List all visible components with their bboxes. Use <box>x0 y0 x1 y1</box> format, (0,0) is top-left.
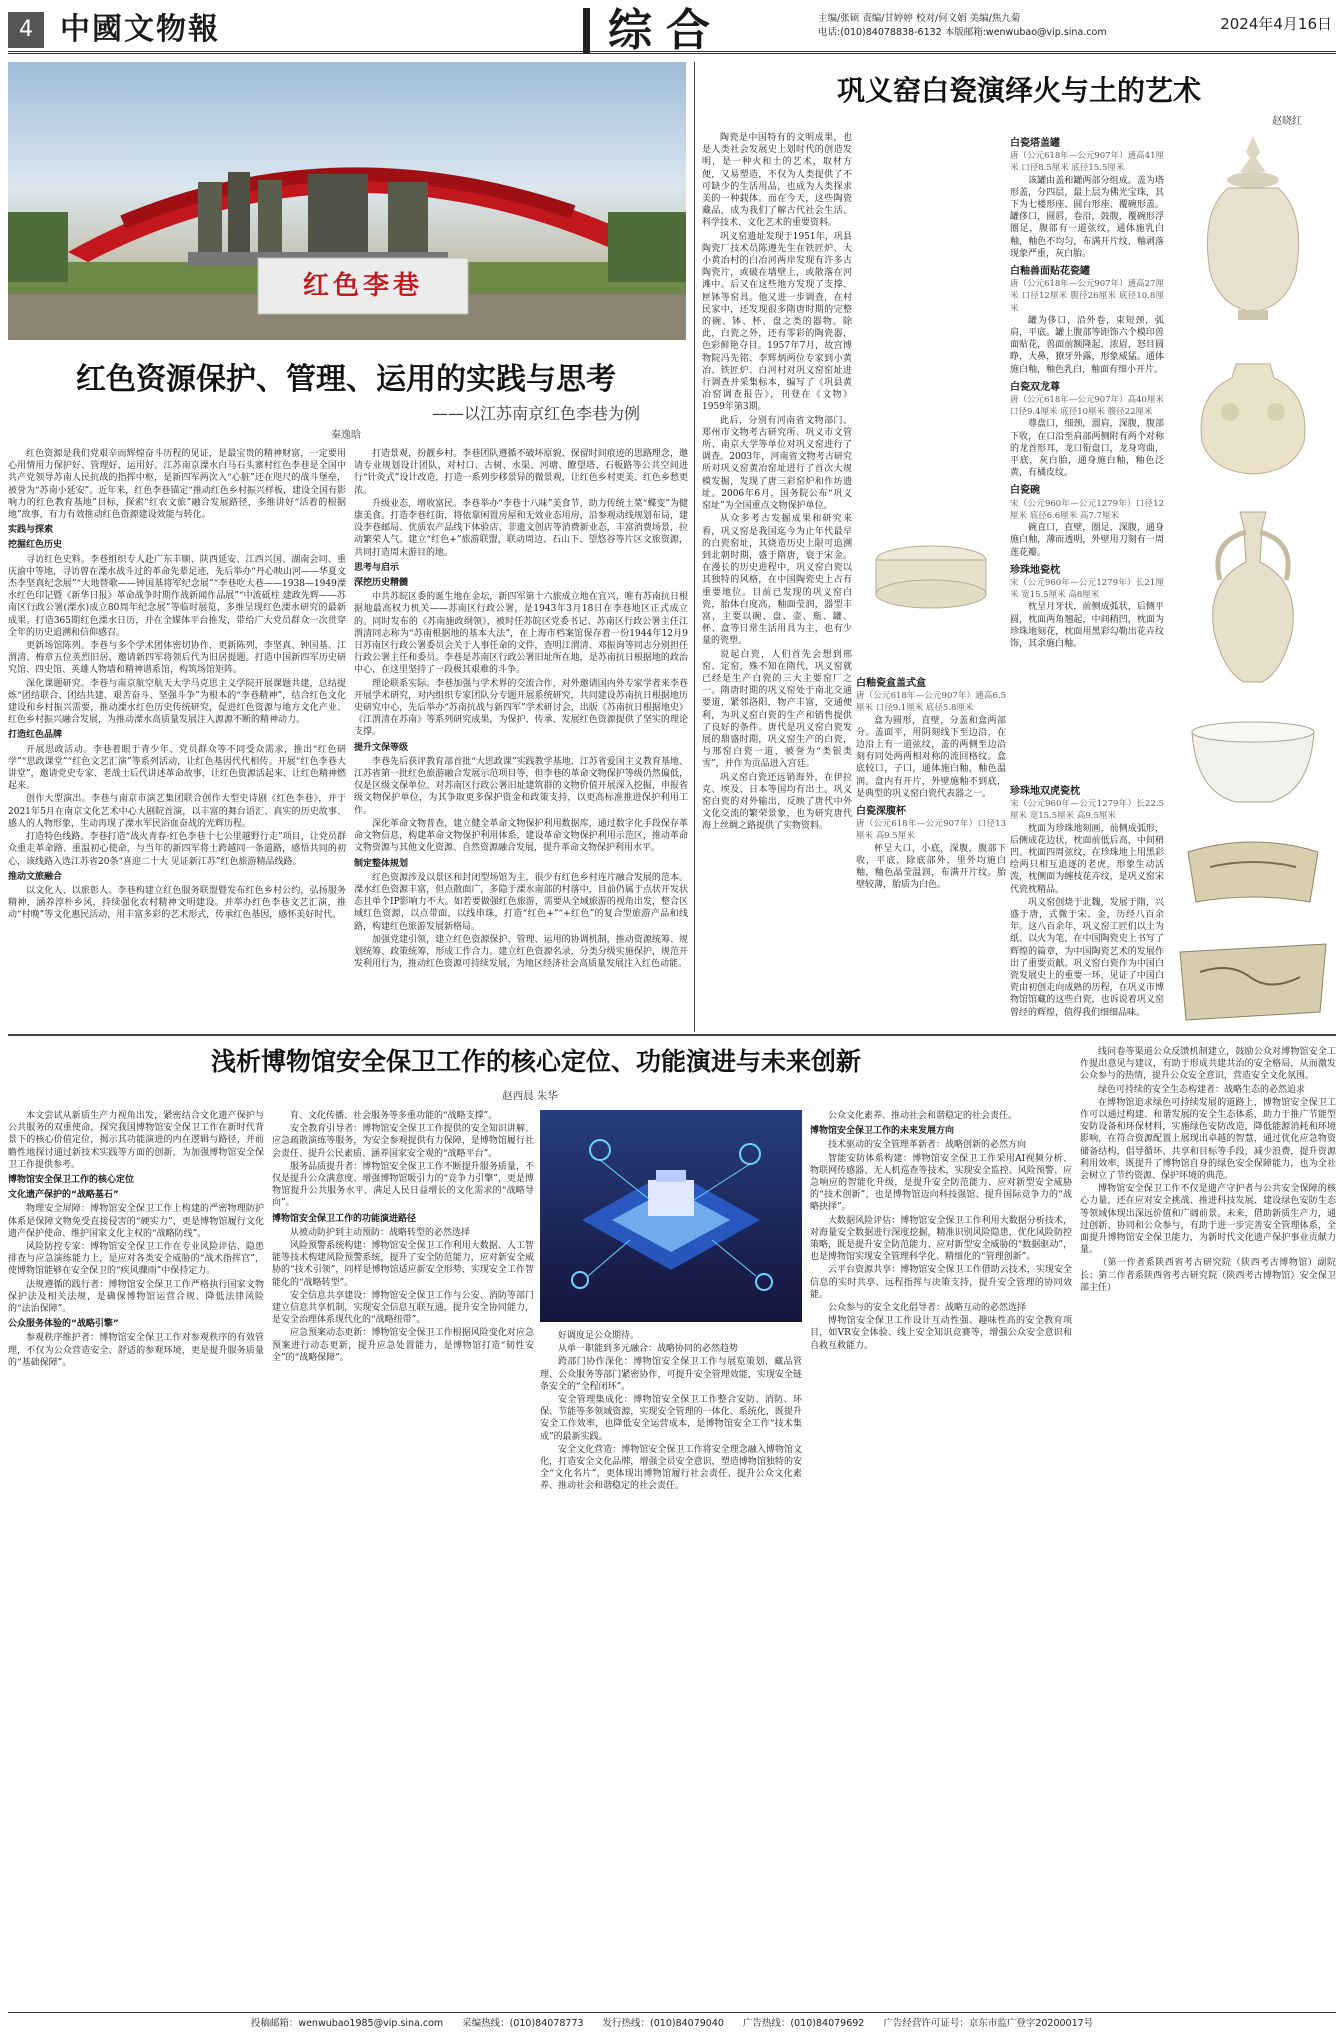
paragraph: 跨部门协作深化：博物馆安全保卫工作与展览策划、藏品管理、公众服务等部门紧密协作，可提升安全管理效能，实现安全链条安全的“全程闭环”。 <box>540 1357 802 1392</box>
paragraph: 陶瓷是中国特有的文明成果，也是人类社会发展史上划时代的创造发明，是一种火和土的艺术，取材方便，又易塑造，不仅为人类提供了不可缺少的生活用品，也成为人类探求美的一种载体。而在今天，这些陶瓷藏品，成为我们了解古代社会生活、科学技术、文化艺术的重要资料。 <box>702 133 852 229</box>
paragraph: 博物馆安全保卫工作设计互动性强、趣味性高的安全教育项目，如VR安全体验、线上安全知识竞赛等，增强公众安全意识和自救互救能力。 <box>810 1316 1072 1351</box>
article3-column-4 <box>810 1110 1072 2006</box>
artifact-meta: 唐（公元618年—公元907年）通高6.5厘米 口径9.1厘米 底径5.8厘米 <box>856 691 1006 714</box>
ceramics-gallery <box>1170 132 1336 1032</box>
paragraph: 大数据风险评估：博物馆安全保卫工作利用大数据分析技术，对海量安全数据进行深度挖掘，精准识别风险隐患，优化风险防控策略，既是提升安全防范能力、应对新型安全威胁的“数据驱动”，也是博物馆实现安全管理科学化、精细化的“管理创新”。 <box>810 1215 1072 1263</box>
paragraph: 此后，分别有河南省文物部门、郑州市文物考古研究所、巩义市文管所、南京大学等单位对巩义窑进行了调查。2003年，河南省文物考古研究所对巩义窑黄冶窑址进行了首次大规模发掘，发现了唐三彩窑炉和作坊遗址。2006年6月，国务院公布“巩义窑址”为全国重点文物保护单位。 <box>702 415 852 512</box>
paragraph: 红色资源是我们党艰辛而辉煌奋斗历程的见证，是最宝贵的精神财富，一定要用心用情用力保护好、管理好、运用好。江苏南京溧水白马石头寨村红色李巷是全国中共产党领导苏南人民抗战的指挥中枢，是新四军两次入“心脏”还在咫尺的战斗堡垒，被誉为“苏南小延安”。近年来，红色李巷锚定“推动红色乡村振兴样板，建设全国有影响力的红色教育基地”目标，探索“红农文旅”融合发展路径，多维讲好“活着的根据地”故事，有力有效推动红色资源建设效能与转化。 <box>8 449 346 521</box>
artifact-meta: 唐（公元618年—公元907年）口径13厘米 高9.5厘米 <box>856 819 1006 842</box>
article1-column-1 <box>8 448 346 1028</box>
paragraph: 法规遵循的践行者：博物馆安全保卫工作严格执行国家文物保护法及相关法规，是确保博物馆运营合规、降低法律风险的“法治保障”。 <box>8 1279 264 1315</box>
section-divider-horizontal <box>8 1034 1336 1036</box>
paragraph: 以文化人、以旅彰人。李巷构建立红色服务联盟暨发布红色乡村公约，弘扬服务精神，涵养淳朴乡风，持续强化农村精神文明建设。并举办红色李巷文艺汇演，推动“村晚”等文化惠民活动，用丰富多彩的艺术形式，传承红色基因，感怀美好时代。 <box>8 885 346 921</box>
paragraph: 育、文化传播、社会服务等多重功能的“战略支撑”。 <box>290 1111 498 1121</box>
paragraph: 加强党建引领，建立红色资源保护、管理、运用的协调机制，推动资源统筹、规划统筹、政策统筹，形成工作合力。建立红色资源名录，分类分级实施保护，规范开发利用行为，推动红色资源可持续发展，为地区经济社会高质量发展注入红色动能。 <box>354 934 688 970</box>
artifact-description: 枕面为珍珠地刻画，前侧成弧形，后侧成花边状，枕面前低后高，中间稍凹。枕面四周弦纹，在珍珠地上用黑彩绘两只相互追逐的老虎，形象生动活泼，枕侧面为缠枝花卉纹，是巩义窑宋代瓷枕精品。 <box>1010 823 1164 895</box>
article1-title: 红色资源保护、管理、运用的实践与思考 <box>76 362 616 397</box>
paragraph: 公众参与的安全文化倡导者：战略互动的必然选择 <box>828 1303 1027 1314</box>
newspaper-name: 中國文物報 <box>60 12 220 47</box>
paragraph: 从被动防护到主动预防：战略转型的必然选择 <box>290 1227 471 1238</box>
lidded-box-image <box>876 546 986 608</box>
article3-title: 浅析博物馆安全保卫工作的核心定位、功能演进与未来创新 <box>210 1047 861 1076</box>
paragraph: 从众多考古发掘成果和研究来看，巩义窑是我国迄今为止年代最早的白瓷窑址，其烧造历史上限可追溯到北朝时期，盛于隋唐，衰于宋金。在漫长的历史进程中，巩义窑白瓷以其独特的风格，在中国陶瓷史上占有重要地位。目前已发现的巩义窑白瓷，胎体白度高，釉面莹润，器型丰富，主要以碗、盘、壶、瓶、罐、杯、盒等日常生活用具为主，也有少量的瓷塑。 <box>702 514 852 647</box>
article2-column-1 <box>702 132 852 1028</box>
contact-line: 电话:(010)84078838-6132 本版邮箱:wenwubao@vip.sina.com <box>818 27 1107 38</box>
section-title: 综合 <box>608 5 724 56</box>
artifact-meta: 宋（公元960年—公元1279年）口径12厘米 底径6.6厘米 高7.7厘米 <box>1010 498 1164 521</box>
article2-column-4 <box>1010 780 1164 1028</box>
paragraph: 李巷先后获评教育部首批“大思政课”实践教学基地、江苏省爱国主义教育基地、江苏省第一批红色旅游融合发展示范项目等，但李巷的革命文物保护等级仍然偏低，仅是区级文保单位。对苏南区行政公署旧址建筑群的文物价值开展深入挖掘，申报省级文物保护单位，为其争取更多保护资金和政策支持，以更高标准推进保护利用工作。 <box>354 756 688 816</box>
paragraph: 安全教育引导者：博物馆安全保卫工作提供的安全知识讲解、应急疏散演练等服务，为安全参观提供有力保障，是博物馆履行社会责任、提升公民素质、涵养国家安全观的“战略平台”。 <box>272 1124 534 1159</box>
artifact-name: 白瓷深腹杯 <box>856 806 906 818</box>
article2-column-3 <box>856 672 1006 1028</box>
article1-subtitle: ——以江苏南京红色李巷为例 <box>431 404 640 423</box>
article2-author: 赵晓红 <box>1272 116 1302 127</box>
paragraph: 打造特色线路。李巷打造“战火青春·红色李巷十七公里越野行走”项目，让党员群众重走革命路、重温初心使命，与当年的新四军将士跨越同一条道路，感悟共同的初心，该线路入选江苏省20条“喜迎二十大 见证新江苏”红色旅游精品线路。 <box>8 832 346 867</box>
artifact-name: 白釉瓷盒盖式盒 <box>856 678 926 689</box>
paragraph: 升级业态，增收富民。李巷举办“李巷十八味”美食节，助力传统土菜“蝶变”为健康美食。打造李巷红街，将依靠闲置房屋和无效业态用房，沿参观动线规划布局，建设李巷邮局、优质农产品线下体验店、非遗文创店等消费新业态，丰富消费场景，拉动繁荣人气。建立“红色+”旅游联盟，联动周边、石山下、望悠谷等片区文旅资源，共同打造周末游目的地。 <box>354 498 688 558</box>
page-number: 4 <box>8 12 44 48</box>
paragraph: 深化课题研究。李巷与南京航空航天大学马克思主义学院开展课题共建，总结提炼“团结联合、团结共建、艰苦奋斗、坚强斗争”为根本的“李巷精神”，结合红色文化建设和乡村振兴需要，推动溧水红色历史传统研究，促进红色资源与地方文化产业、红色乡村振兴融合发展，为推动溧水高质量发展注入源源不断的精神动力。 <box>8 678 346 726</box>
paragraph: 公众文化素养、推动社会和谐稳定的社会责任。 <box>828 1111 1018 1121</box>
mask-applique-jar-image <box>1201 364 1305 474</box>
artifact-name: 白瓷碗 <box>1010 485 1040 497</box>
section-heading: 博物馆安全保卫工作的核心定位 <box>8 1175 135 1186</box>
paragraph: 巩义窑白瓷还远销海外，在伊拉克、埃及、日本等国均有出土。巩义窑白瓷的对外输出，反映了唐代中外文化交流的繁荣景象，也为研究唐代海上丝绸之路提供了实物资料。 <box>702 772 852 832</box>
paragraph: 本文尝试从新质生产力视角出发，紧密结合文化遗产保护与公共服务的双重使命，探究我国博物馆安全保卫工作在新时代背景下的核心价值定位，揭示其功能演进的内在逻辑与路径，并前瞻性地探讨通过新技术实践等方面的创新，为加强博物馆安全保卫工作提供参考。 <box>8 1111 264 1170</box>
paragraph: 更新场馆陈列。李巷与多个学术团体密切协作，更新陈列，李坚真、钟国基、江渭清、梅章五位英烈旧居、邀请新四军将领后代为旧居提题。打造中国新四军历史研究馆、四史馆、英雄人物墙和精神谱系馆，构筑场馆矩阵。 <box>8 641 346 676</box>
security-system-illustration <box>540 1110 802 1322</box>
paragraph: 寻访红色史料。李巷组织专人赴广东丰顺、陕西延安、江西兴国、湖南会同、重庆渝中等地，寻访曾在溧水战斗过的革命先辈足迹，先后举办“丹心映山河——华夏文杰李坚真纪念展”“大地替歌——钟国基将军纪念展”“李巷吃大巷——1938—1949溧水红色印记暨《新华日报》革命战争时期作战新闻作品展”“中流砥柱 建政先辉——苏南区行政公署(溧水)成立80周年纪念展”等临时展览，多维呈现红色溧水研究的最新成果。打造365期红色溧水日历，并在全媒体平台推发，带给广大党员群众一次贯穿全年的历史追溯和信仰感召。 <box>8 554 346 638</box>
paragraph: 创作大型演出。李巷与南京市演艺集团联合创作大型史诗剧《红色李巷》，并于2021年5月在南京文化艺术中心大剧院首演，以丰富的舞台语汇、真实的历史故事、感人的人物形象，生动再现了溧水军民浴血奋战的光辉历程。 <box>8 794 346 829</box>
artifact-description: 盒为圆形，直壁，分盖和盒两部分。盖面平，用阴刻线下至边沿，在边沿上有一道弦纹，盖的两侧至边沿刻有同处两两相对称的流回格纹。盒底较口，子口，通体施白釉，釉色温润。盒内有开片，外壁施釉不到底，是典型的巩义窑白瓷代表器之一。 <box>856 715 1006 799</box>
paragraph: 巩义窑创烧于北魏，发展于隋，兴盛于唐，式微于宋、金，历经八百余年。这八百余年，巩义窑工匠们以土为纸、以火为笔，在中国陶瓷史上书写了辉煌的篇章，为中国陶瓷艺术的发展作出了重要贡献。巩义窑白瓷作为中国白瓷发展史上的重要一环，见证了中国白瓷由初创走向成熟的历程，在巩义市博物馆馆藏的这些白瓷，也诉说着巩义窑曾经的辉煌，值得我们细细品味。 <box>1010 897 1164 1018</box>
paragraph: 巩义窑遗址发现于1951年，巩县陶瓷厂技术员陈遵先生在铁匠炉、大小黄冶村的白冶河两岸发现有许多古陶瓷片，或破在墙壁上，或散落在河滩中。后又在这些地方发现了支撑、匣钵等窑具。他又进一步调查，在村民家中，还发现很多隋唐时期的完整的碗、钵、杯、盘之类的器物。除此，白瓷之外，还有零彩的陶瓷器，色彩鲜艳夺目。1957年7月，故宫博物院冯先铭、李辉炳两位专家到小黄冶、铁匠炉、白河村对巩义窑窑址进行调查并采集标本，编写了《巩县黄冶窑调查报告》，刊登在《文物》1959年第3期。 <box>702 231 852 413</box>
paragraph: 安全信息共享建设：博物馆安全保卫工作与公安、消防等部门建立信息共享机制，实现安全信息互联互通，提升安全协同能力，是安全治理体系现代化的“战略纽带”。 <box>272 1290 534 1326</box>
editor-line: 主编/张硕 责编/甘婷婷 校对/何文娟 美编/焦九菊 <box>818 13 1021 24</box>
red-lixiang-photo <box>8 62 686 340</box>
artifact-meta: 唐（公元618年—公元907年）高40厘米 口径9.4厘米 底径10厘米 腹径22厘米 <box>1010 395 1164 418</box>
paragraph: 好调度足公众期待。 <box>558 1331 640 1341</box>
deep-cup-image-area <box>856 880 1006 920</box>
section-heading: 博物馆安全保卫工作的功能演进路径 <box>272 1213 417 1224</box>
pagoda-lid-jar-image <box>1207 136 1298 320</box>
section-heading: 思考与启示 <box>354 562 400 573</box>
column-divider <box>694 62 695 1032</box>
article3-column-5 <box>1080 1046 1336 2006</box>
paragraph: 云平台资源共享：博物馆安全保卫工作借助云技术，实现安全信息的实时共享、远程指挥与决策支持，提升安全管理的协同效能。 <box>810 1265 1072 1300</box>
article3-column-3 <box>540 1330 802 2006</box>
section-heading: 文化遗产保护的“战略基石” <box>8 1190 119 1201</box>
artifact-name: 珍珠地瓷枕 <box>1010 564 1060 576</box>
paragraph: 参观秩序维护者：博物馆安全保卫工作对参观秩序的有效管理，不仅为公众营造安全、舒适的参观环境，更是提升服务质量的“基础保障”。 <box>8 1333 264 1368</box>
twin-tiger-pillow-image <box>1180 944 1326 1020</box>
paragraph: 红色资源涉及以景区和封闭型场馆为主，很少有红色乡村连片融合发展的范本。溧水红色资源丰富，但点散面广，多隐于溧水南部的村落中，目前仍属于点状开发状态且单个IP影响力不大。如若要做强红色旅游，需要从全域旅游的视角出发，整合区域红色资源，以点带面，以线串珠，打造“红色+”“+红色”的复合型旅游产品和线路，构建红色旅游发展新格局。 <box>354 872 688 932</box>
paragraph: 中共苏皖区委的诞生地在金坛，新四军第十六旅成立地在宜兴，唯有苏南抗日根据地最高权力机关——苏南区行政公署，是1943年3月18日在李巷地区正式成立的。同时发布的《苏南施政纲领》，被时任苏皖区党委书记、苏南区行政公署主任江渭清同志称为“苏南根据地的基本大法”，在上海市档案馆保存着一份1944年12月9日苏南区行政公署委员会关于人事任命的文件，查明江渭清、邓振询等同志分别担任行政公署主任和委员。李巷是苏南区行政公署旧址所在地，是苏南抗日根据地的政治中心，在这里坚持了一段极其艰难的斗争。 <box>354 592 688 676</box>
footer: 投稿邮箱：wenwubao1985@vip.sina.com 采编热线：(010)84078773 发行热线：(010)84079040 广告热线：(010)84079692 广告经营许可证号：京东市监广登字20200017号 <box>8 2012 1336 2034</box>
pearl-ground-pillow-image <box>1188 842 1318 902</box>
paragraph: 深化革命文物普查，建立健全革命文物保护利用数据库，通过数字化手段保存革命文物信息，构建革命文物保护利用体系，建设革命文物保护利用示范区，推动革命文物资源与其他文化资源、自然资源融合发展，提升革命文物保护利用水平。 <box>354 818 688 854</box>
paragraph: 风险预警系统构建：博物馆安全保卫工作利用大数据、人工智能等技术构建风险预警系统，提升了安全防范能力，应对新安全威胁的“技术引领”，同样是博物馆适应新安全形势、实现安全工作智能化的“战略转型”。 <box>272 1241 534 1288</box>
section-heading: 打造红色品牌 <box>8 730 63 741</box>
artifact-meta: 宋（公元960年—公元1279年）长21厘米 宽15.5厘米 高8厘米 <box>1010 577 1164 601</box>
editor-credits <box>818 12 1107 40</box>
artifact-meta: 唐（公元618年—公元907年）通高27厘米 口径12厘米 腹径26厘米 底径10.8厘米 <box>1010 279 1164 314</box>
artifact-description: 罐为侈口，沿外卷，束短颈，弧肩，平底。罐上腹部等距饰六个模印兽面贴花，兽面前额隆起，浓眉，怒目圆睁，大鼻，獠牙外露，形象威猛。通体施白釉，釉色乳白，釉面有细小开片。 <box>1010 315 1164 375</box>
paragraph: 开展思政活动。李巷着眼于青少年、党员群众等不同受众需求，推出“红色研学”“思政课堂”“红色文艺汇演”等系列活动，让红色基因代代相传。开展“红色李巷大讲堂”，邀请党史专家、老战士后代讲述革命故事，让红色资源活起来、让红色精神燃起来。 <box>8 744 346 792</box>
article1-column-2 <box>354 448 688 1028</box>
lidded-box-and-cup-images <box>856 520 1006 670</box>
article3-authors: 赵西晨 朱华 <box>502 1090 558 1102</box>
paragraph: （第一作者系陕西省考古研究院（陕西考古博物馆）副院长；第二作者系陕西省考古研究院（陕西考古博物馆）安全保卫部主任） <box>1080 1258 1336 1293</box>
article1-author: 秦逸晗 <box>331 430 361 441</box>
paragraph: 理论联系实际。李巷加强与学术界的交流合作，对外邀请国内外专家学者来李巷开展学术研究，对内组织专家团队分专题开展系统研究，共同建设苏南抗日根据地历史研究中心，先后举办“苏南抗战与新四军”学术研讨会，出版《苏南抗日根据地史》《江渭清在苏南》等系列研究成果，为保护、传承、发展红色资源提供了坚实的理论支撑。 <box>354 678 688 738</box>
artifact-name: 白瓷双龙尊 <box>1010 381 1060 393</box>
artifact-name: 珍珠地双虎瓷枕 <box>1010 786 1080 797</box>
article3-column-2 <box>272 1110 534 2006</box>
article2-title: 巩义窑白瓷演绎火与土的艺术 <box>836 74 1201 107</box>
paragraph: 博物馆安全保卫工作不仅是遗产守护者与公共安全保障的核心力量，还在应对安全挑战、推进科技发展、建设绿色安防生态等领域体现出深远价值和广阔前景。未来，借助新质生产力，通过创新、协同和公众参与，有助于进一步完善安全管理体系，全面提升博物馆安全保卫能力，为新时代文化遗产保护事业贡献力量。 <box>1080 1184 1336 1256</box>
paragraph: 物理安全屏障：博物馆安全保卫工作上构建的严密物理防护体系是保障文物免受直接侵害的“硬实力”，更是博物馆履行文化遗产保护使命、维护国家文化主权的“战略防线”。 <box>8 1204 264 1239</box>
section-heading: 实践与探索 <box>8 525 54 536</box>
paragraph: 技术驱动的安全管理革新者：战略创新的必然方向 <box>828 1140 1027 1151</box>
section-heading: 深挖历史精髓 <box>354 578 409 589</box>
artifact-name: 白釉兽面贴花瓷罐 <box>1010 266 1090 278</box>
section-heading: 公众服务体验的“战略引擎” <box>8 1319 119 1330</box>
paragraph: 在博物馆追求绿色可持续发展的道路上，博物馆安全保卫工作可以通过构建、和谐发展的安全生态体系，助力于推广节能型安防设备和环保材料，实施绿色安防改造，降低能源消耗和环境影响，在符合资源配置上展现出卓越的智慧，通过优化应急物资储备结构，倡导循环、共享和目标等手段，减少浪费，提升资源利用效率，既提升了博物馆自身的绿色安全保障能力，也为全社会树立了节约资源、保护环境的典范。 <box>1080 1097 1336 1182</box>
masthead <box>8 5 1336 56</box>
paragraph: 打造景观，扮靓乡村。李巷团队遵循不破坏原貌、保留时间痕迹的思路理念，邀请专业规划设计团队，对村口、古树、水渠、河塘、瞭望塔、石板路等公共空间进行“针灸式”设计改造，打造一系列步移景异的微景观，让红色乡村更美、红色乡愁更浓。 <box>354 449 688 496</box>
paragraph: 智能安防体系构建：博物馆安全保卫工作采用AI视频分析、物联网传感器、无人机巡查等技术，实现安全监控、风险预警、应急响应的智能化升级，是提升安全防范能力、应对新型安全威胁的“技术创新”，也是博物馆迈向科技强馆、提升国际竞争力的“战略抉择”。 <box>810 1153 1072 1213</box>
section-heading: 提升文保等级 <box>354 742 409 753</box>
article3-column-1 <box>8 1110 264 2006</box>
paragraph: 绿色可持续的安全生态构建者：战略生态的必然追求 <box>1098 1084 1306 1095</box>
artifact-name: 白瓷塔盖罐 <box>1010 138 1060 149</box>
section-heading: 挖掘红色历史 <box>8 540 63 551</box>
paragraph: 线问卷等渠道公众反馈机制建立，鼓励公众对博物馆安全工作提出意见与建议，有助于形成共建共治的安全格局，从而激发公众参与的热情，提升公众安全意识，营造安全文化氛围。 <box>1080 1047 1336 1082</box>
artifact-description: 枕呈月牙状，前侧成弧状，后侧平圆，枕面两角翘起，中间稍凹，枕面为珍珠地刻花，枕面用黑彩勾勒出花卉纹饰，其余施白釉。 <box>1010 602 1164 649</box>
artifact-meta: 宋（公元960年—公元1279年）长22.5厘米 宽15.5厘米 高9.5厘米 <box>1010 799 1164 822</box>
twin-dragon-amphora-image <box>1213 512 1294 682</box>
red-lixiang-sign: 红色李巷 <box>302 271 423 301</box>
artifact-description: 该罐由盖和罐两部分组成。盖为塔形盖，分四层，最上层为佛光宝珠，其下为七楼形座、圆台形座、覆碗形盖。罐侈口，圆唇，卷沿，鼓腹，覆碗形浮圈足，腹部有一道弦纹，通体施乳白釉，釉色不均匀，布满开片纹，釉剥落现象严重，灰白胎。 <box>1010 175 1164 259</box>
artifact-description: 碗直口，直壁，圈足，深腹，通身施白釉，薄而透明，外壁用刀刻有一周莲花瓣。 <box>1010 523 1164 558</box>
paragraph: 应急预案动态更新：博物馆安全保卫工作根据风险变化对应急预案进行动态更新，提升应急处置能力，是博物馆打造“韧性安全”的“战略保障”。 <box>272 1328 534 1363</box>
section-heading: 制定整体规划 <box>354 858 409 869</box>
paragraph: 说起白瓷，人们首先会想到邢窑、定窑，殊不知在隋代，巩义窑就已经是生产白瓷的三大主要窑厂之一。隋唐时期的巩义窑处于南北交通要道，紧邻洛阳，物产丰富，交通便利，为巩义窑白瓷的生产和销售提供了良好的条件。唐代是巩义窑白瓷发展的鼎盛时期，巩义窑生产的白瓷，与邢窑白瓷一道，被誉为“类银类雪”，并作为贡品进入宫廷。 <box>702 649 852 770</box>
white-bowl-image <box>1192 722 1314 802</box>
article2-column-2 <box>1010 132 1164 662</box>
section-divider <box>583 8 590 54</box>
artifact-meta: 唐（公元618年—公元907年）通高41厘米 口径8.5厘米 底径15.5厘米 <box>1010 151 1164 174</box>
artifact-description: 尊盘口，细颈，溜肩，深腹，腹部下收，在口沿至肩部两侧附有两个对称的龙首形耳，龙口衔盘口，龙身弯曲，平底，灰白胎，通身施白釉，釉色泛黄，有橘皮纹。 <box>1010 419 1164 479</box>
publication-date: 2024年4月16日 <box>1220 15 1332 33</box>
paragraph: 服务品质提升者：博物馆安全保卫工作不断提升服务质量，不仅是提升公众满意度、增强博物馆吸引力的“竞争力引擎”，更是博物馆提升公共服务水平、满足人民日益增长的文化需求的“战略导向”。 <box>272 1161 534 1209</box>
paragraph: 风险防控专家：博物馆安全保卫工作在专业风险评估、隐患排查与应急演练能力上，是应对各类安全威胁的“战术指挥官”，使博物馆能够在安全保卫的“疾风骤雨”中保持定力。 <box>8 1242 264 1277</box>
paragraph: 安全管理集成化：博物馆安全保卫工作整合安防、消防、环保、节能等多领域资源，实现安全管理的一体化、系统化，既提升安全工作效率，也降低安全运营成本，是博物馆安全工作“技术集成”的最新实践。 <box>540 1395 802 1442</box>
section-heading: 博物馆安全保卫工作的未来发展方向 <box>810 1126 955 1137</box>
paragraph: 安全文化营造：博物馆安全保卫工作将安全理念融入博物馆文化，打造安全文化品牌，增强全员安全意识，塑造博物馆独特的安全“文化名片”，更体现出博物馆履行社会责任、提升公众文化素养、推动社会和谐稳定的社会责任。 <box>540 1444 802 1492</box>
section-heading: 推动文旅融合 <box>8 871 63 882</box>
artifact-description: 杯呈大口，小底，深腹，腹部下收，平底，除底部外，里外均施白釉，釉色晶莹温润，布满开片纹。胎壁较薄，胎质为白色。 <box>856 843 1006 891</box>
paragraph: 从单一职能到多元融合：战略协同的必然趋势 <box>558 1344 739 1355</box>
security-graphic <box>540 1110 802 1322</box>
